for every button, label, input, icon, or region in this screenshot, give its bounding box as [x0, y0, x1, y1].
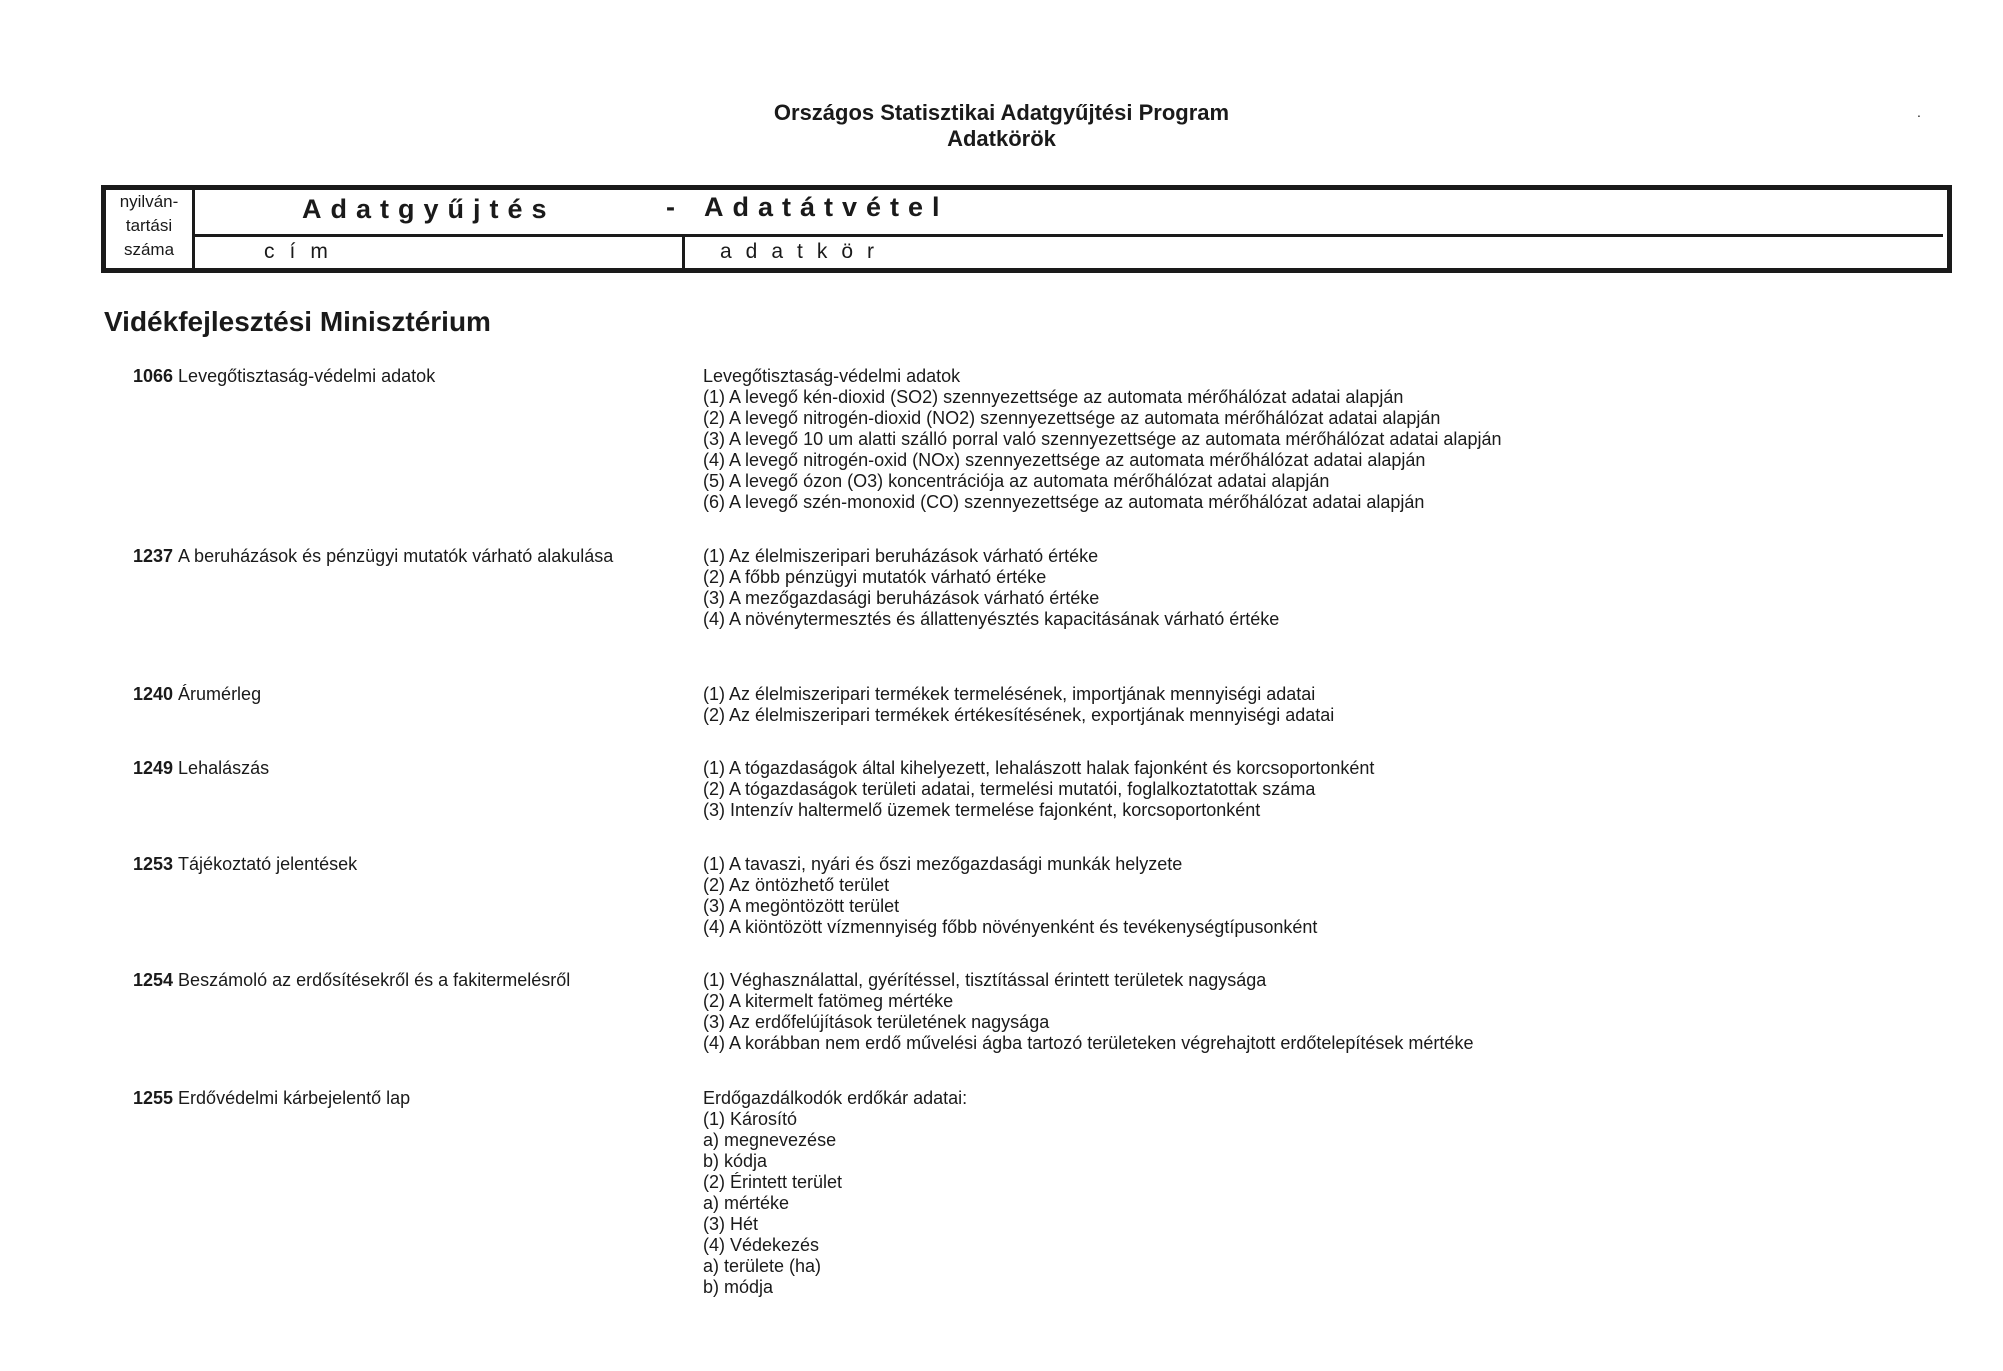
data-scope-item: (2) A levegő nitrogén-dioxid (NO2) szennyezettsége az automata mérőhálózat adatai alapján — [703, 408, 1441, 428]
data-scope-column-label: adatkör — [720, 240, 889, 263]
data-scope-item: (3) Az erdőfelújítások területének nagysága — [703, 1012, 1050, 1032]
entry-data-scope — [703, 1088, 967, 1298]
data-scope-item: (2) A főbb pénzügyi mutatók várható értéke — [703, 567, 1047, 587]
title-line-1: Országos Statisztikai Adatgyűjtési Program — [773, 100, 1230, 125]
data-scope-item: (1) Az élelmiszeripari termékek termelésének, importjának mennyiségi adatai — [703, 684, 1316, 704]
entry-title: Erdővédelmi kárbejelentő lap — [178, 1088, 411, 1108]
data-scope-item: (4) Védekezés — [703, 1235, 820, 1255]
registry-header-line-2: tartási — [125, 216, 173, 235]
data-scope-item: (3) A mezőgazdasági beruházások várható értéke — [703, 588, 1100, 608]
ministry-heading: Vidékfejlesztési Minisztérium — [104, 306, 491, 337]
data-scope-item: Levegőtisztaság-védelmi adatok — [703, 366, 961, 386]
data-scope-item: (2) A tógazdaságok területi adatai, termelési mutatói, foglalkoztatottak száma — [703, 779, 1316, 799]
document-title — [0, 100, 2003, 152]
data-scope-item: b) kódja — [703, 1151, 768, 1171]
data-scope-item: (4) A levegő nitrogén-oxid (NOx) szennyezettsége az automata mérőhálózat adatai alapján — [703, 450, 1426, 470]
registry-header-line-1: nyilván- — [119, 192, 179, 211]
entry-data-scope — [703, 684, 1334, 726]
entry-data-scope — [703, 366, 1501, 513]
entry-title: Lehalászás — [178, 758, 270, 778]
entry-data-scope — [703, 546, 1279, 630]
data-scope-item: (1) A levegő kén-dioxid (SO2) szennyezettsége az automata mérőhálózat adatai alapján — [703, 387, 1404, 407]
entry-registry-number: 1237 — [133, 546, 174, 566]
entry-registry-number: 1240 — [133, 684, 174, 704]
data-scope-item: (1) A tógazdaságok által kihelyezett, lehalászott halak fajonként és korcsoportonként — [703, 758, 1375, 778]
data-scope-item: a) megnevezése — [703, 1130, 837, 1150]
heading-separator: - — [666, 192, 675, 222]
data-scope-item: (5) A levegő ózon (O3) koncentrációja az automata mérőhálózat adatai alapján — [703, 471, 1330, 491]
entry-title-cell — [133, 854, 357, 875]
data-scope-item: a) területe (ha) — [703, 1256, 822, 1276]
data-scope-item: (3) Hét — [703, 1214, 759, 1234]
data-scope-item: (6) A levegő szén-monoxid (CO) szennyezettsége az automata mérőhálózat adatai alapján — [703, 492, 1425, 512]
entry-title: Beszámoló az erdősítésekről és a fakitermelésről — [178, 970, 571, 990]
entry-title-cell — [133, 1088, 410, 1109]
data-scope-item: (4) A korábban nem erdő művelési ágba tartozó területeken végrehajtott erdőtelepítések mértéke — [703, 1033, 1474, 1053]
column-header-table — [101, 185, 1952, 273]
entry-data-scope — [703, 970, 1473, 1054]
data-scope-item: (2) A kitermelt fatömeg mértéke — [703, 991, 954, 1011]
data-scope-item: (4) A növénytermesztés és állattenyésztés kapacitásának várható értéke — [703, 609, 1280, 629]
entry-registry-number: 1066 — [133, 366, 174, 386]
registry-number-header — [106, 190, 195, 268]
data-scope-item: (1) Károsító — [703, 1109, 798, 1129]
entry-registry-number: 1249 — [133, 758, 174, 778]
data-scope-item: (3) A megöntözött terület — [703, 896, 900, 916]
data-scope-item: a) mértéke — [703, 1193, 790, 1213]
entry-data-scope — [703, 854, 1317, 938]
data-scope-item: Erdőgazdálkodók erdőkár adatai: — [703, 1088, 968, 1108]
title-line-2: Adatkörök — [947, 126, 1056, 151]
header-divider-horizontal — [192, 234, 1943, 237]
entry-title-cell — [133, 970, 570, 991]
data-scope-item: (1) Véghasználattal, gyérítéssel, tisztítással érintett területek nagysága — [703, 970, 1267, 990]
registry-header-line-3: száma — [123, 240, 175, 259]
data-scope-item: (1) A tavaszi, nyári és őszi mezőgazdasági munkák helyzete — [703, 854, 1183, 874]
entry-title-cell — [133, 366, 435, 387]
title-column-label: cím — [264, 240, 343, 263]
entry-title-cell — [133, 684, 261, 705]
data-scope-item: (2) Érintett terület — [703, 1172, 843, 1192]
entry-registry-number: 1253 — [133, 854, 174, 874]
data-transfer-heading: Adatátvétel — [704, 192, 949, 222]
data-collection-heading: Adatgyűjtés — [302, 194, 556, 224]
entry-registry-number: 1254 — [133, 970, 174, 990]
entry-title: Tájékoztató jelentések — [178, 854, 358, 874]
data-scope-item: (2) Az élelmiszeripari termékek értékesítésének, exportjának mennyiségi adatai — [703, 705, 1335, 725]
header-divider-vertical — [682, 236, 685, 268]
data-scope-item: (3) A levegő 10 um alatti szálló porral való szennyezettsége az automata mérőhálózat adatai alapján — [703, 429, 1502, 449]
corner-mark: . — [1917, 104, 1921, 120]
data-scope-item: (4) A kiöntözött vízmennyiség főbb növényenként és tevékenységtípusonként — [703, 917, 1318, 937]
data-scope-item: (2) Az öntözhető terület — [703, 875, 890, 895]
data-scope-item: (3) Intenzív haltermelő üzemek termelése fajonként, korcsoportonként — [703, 800, 1261, 820]
entry-title-cell — [133, 758, 269, 779]
data-scope-item: b) módja — [703, 1277, 774, 1297]
entry-title: Levegőtisztaság-védelmi adatok — [178, 366, 436, 386]
entry-title: Árumérleg — [178, 684, 262, 704]
entry-title: A beruházások és pénzügyi mutatók várható alakulása — [178, 546, 614, 566]
data-scope-item: (1) Az élelmiszeripari beruházások várható értéke — [703, 546, 1099, 566]
entry-data-scope — [703, 758, 1374, 821]
entry-title-cell — [133, 546, 613, 567]
entry-registry-number: 1255 — [133, 1088, 174, 1108]
